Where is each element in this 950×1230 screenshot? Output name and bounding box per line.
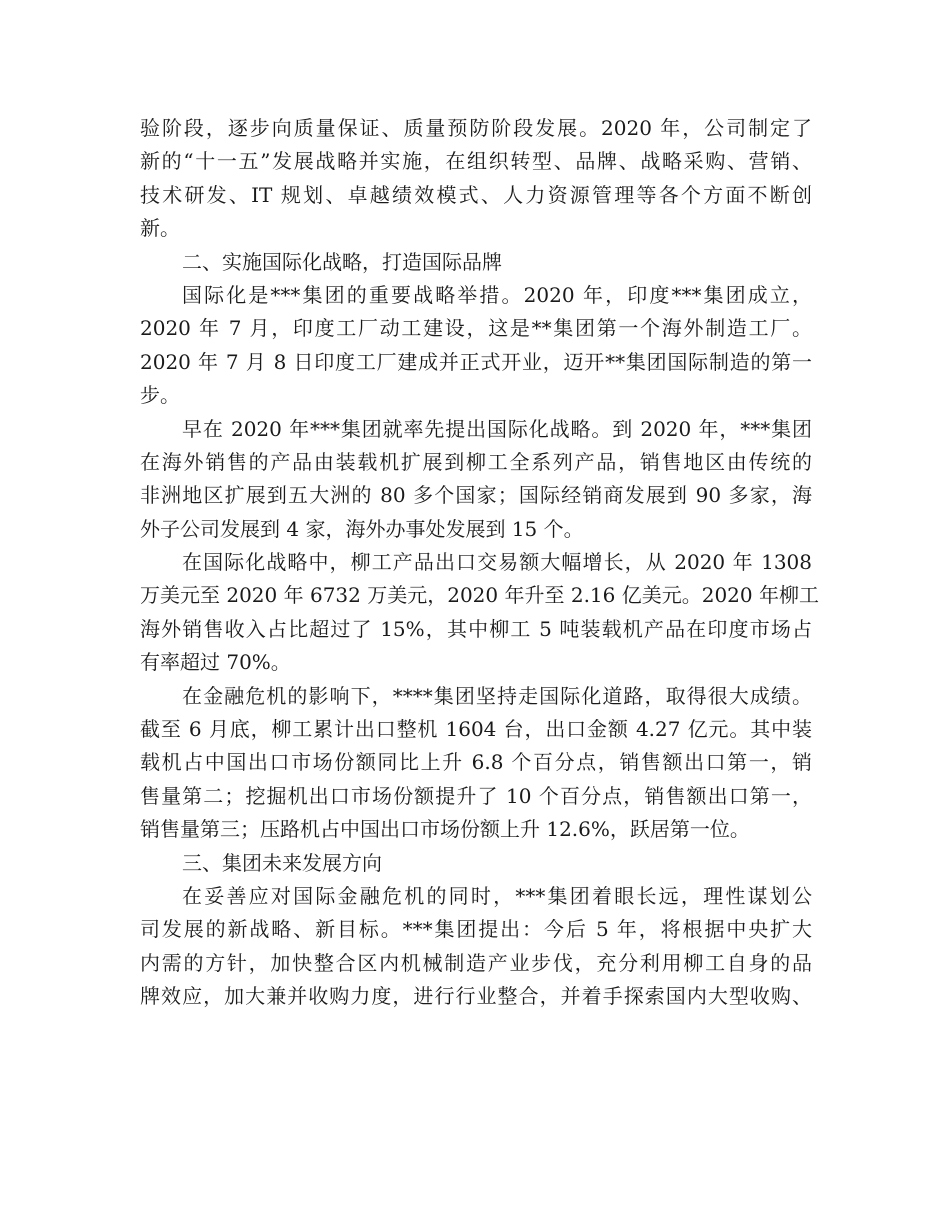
text-line: 验阶段，逐步向质量保证、质量预防阶段发展。2020 年，公司制定了 [140,116,812,140]
text-line: 新。 [140,216,180,241]
text-line: 2020 年 7 月 8 日印度工厂建成并正式开业，迈开**集团国际制造的第一 [140,349,812,374]
paragraph [140,680,812,847]
text-line: 技术研发、IT 规划、卓越绩效模式、人力资源管理等各个方面不断创 [140,182,812,207]
text-line: 销售量第三；压路机占中国出口市场份额上升 12.6%，跃居第一位。 [140,817,750,842]
paragraph [140,413,812,547]
text-line: 牌效应，加大兼并收购力度，进行行业整合，并着手探索国内大型收购、 [140,984,812,1009]
text-line: 万美元至 2020 年 6732 万美元，2020 年升至 2.16 亿美元。2020 年柳工 [140,583,819,608]
text-line: 在国际化战略中，柳工产品出口交易额大幅增长，从 2020 年 1308 [182,550,812,575]
text-line: 国际化是***集团的重要战略举措。2020 年，印度***集团成立， [182,282,812,307]
heading-text: 二、实施国际化战略，打造国际品牌 [182,249,502,274]
section-heading [140,246,812,279]
paragraph [140,880,812,1014]
text-line: 有率超过 70%。 [140,650,291,675]
text-line: 新的“十一五”发展战略并实施，在组织转型、品牌、战略采购、营销、 [140,149,812,174]
text-line: 内需的方针，加快整合区内机械制造产业步伐，充分利用柳工自身的品 [140,950,812,975]
text-line: 司发展的新战略、新目标。***集团提出：今后 5 年，将根据中央扩大 [140,917,812,942]
text-line: 外子公司发展到 4 家，海外办事处发展到 15 个。 [140,516,584,541]
heading-text: 三、集团未来发展方向 [182,850,382,875]
text-line: 2020 年 7 月，印度工厂动工建设，这是**集团第一个海外制造工厂。 [140,316,812,341]
text-line: 非洲地区扩展到五大洲的 80 多个国家；国际经销商发展到 90 多家，海 [140,483,812,508]
paragraph [140,279,812,413]
text-line: 早在 2020 年***集团就率先提出国际化战略。到 2020 年，***集团 [182,416,812,441]
text-line: 截至 6 月底，柳工累计出口整机 1604 台，出口金额 4.27 亿元。其中装 [140,717,812,742]
text-line: 载机占中国出口市场份额同比上升 6.8 个百分点，销售额出口第一，销 [140,750,812,775]
paragraph [140,546,819,680]
text-line: 在海外销售的产品由装载机扩展到柳工全系列产品，销售地区由传统的 [140,449,812,474]
text-line: 在妥善应对国际金融危机的同时，***集团着眼长远，理性谋划公 [182,883,812,908]
section-heading [140,847,812,880]
text-line: 在金融危机的影响下，****集团坚持走国际化道路，取得很大成绩。 [182,683,812,708]
text-line: 售量第二；挖掘机出口市场份额提升了 10 个百分点，销售额出口第一， [140,783,812,808]
text-line: 步。 [140,383,180,408]
text-line: 海外销售收入占比超过了 15%，其中柳工 5 吨装载机产品在印度市场占 [140,616,812,641]
document-body [140,112,819,1014]
paragraph [140,112,812,246]
